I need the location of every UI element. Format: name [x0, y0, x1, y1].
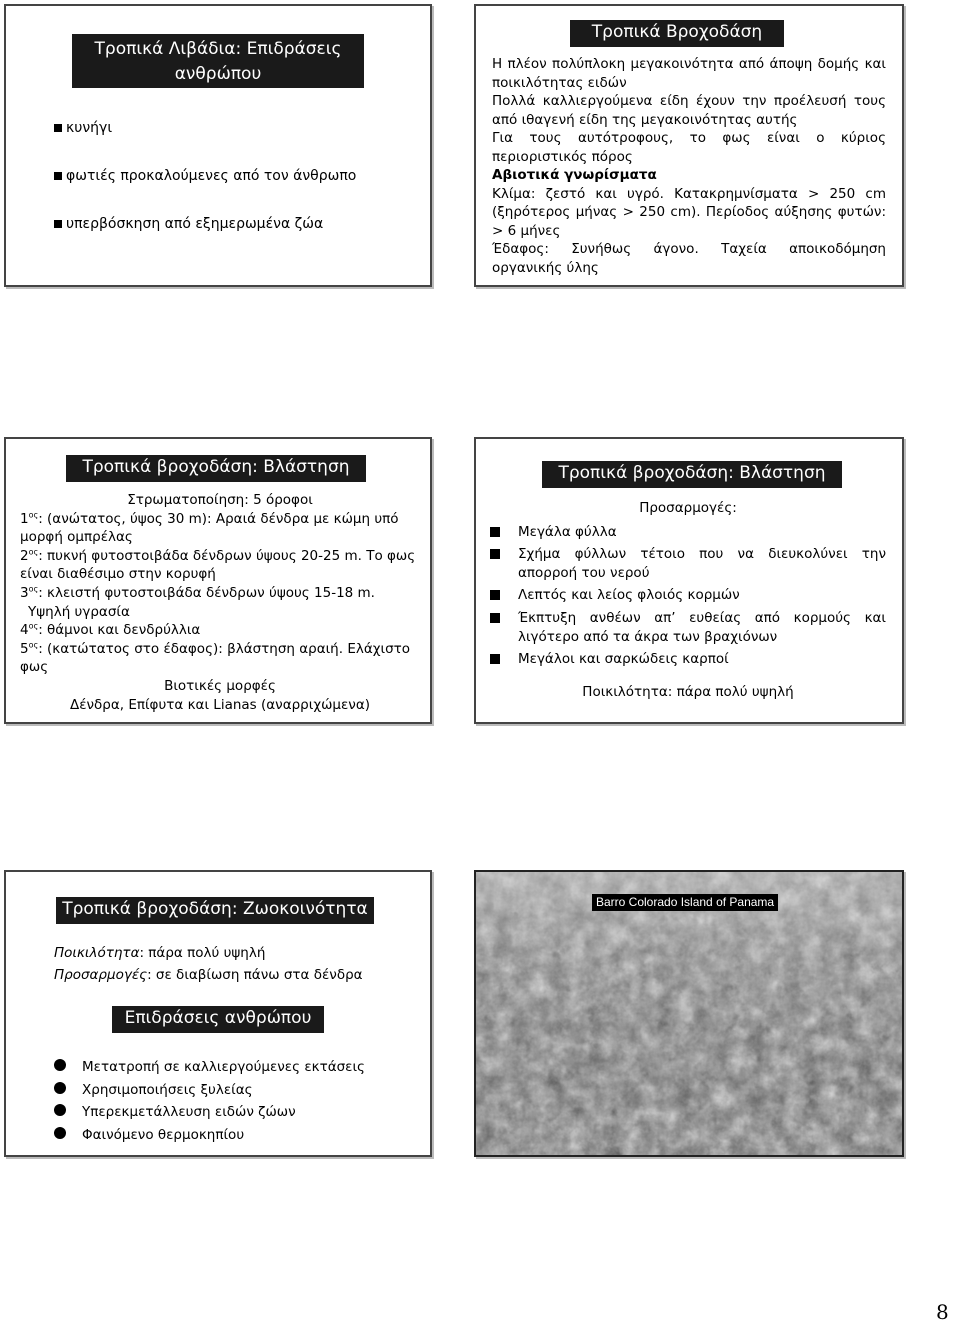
square-bullet-icon: [54, 124, 62, 132]
page-number: 8: [936, 1300, 949, 1324]
paragraph: Η πλέον πολύπλοκη μεγακοινότητα από άποψη δομής και ποικιλότητας ειδών: [492, 56, 886, 91]
list-item: Λεπτός και λείος φλοιός κορμών: [490, 586, 886, 605]
list-item: Σχήμα φύλλων τέτοιο που να διευκολύνει την απορροή του νερού: [490, 545, 886, 582]
list-item: φωτιές προκαλούμενες από τον άνθρωπο: [54, 167, 414, 185]
slide-title: Τροπικά Βροχοδάση: [570, 20, 784, 47]
square-bullet-icon: [490, 527, 500, 537]
round-bullet-icon: [54, 1104, 66, 1116]
diversity-line: Ποικιλότητα: πάρα πολύ υψηλή: [54, 945, 266, 961]
list-item: Έκπτυξη ανθέων απ’ ευθείας από κορμούς και λιγότερο από τα άκρα των βραχιόνων: [490, 609, 886, 646]
paragraph: Πολλά καλλιεργούμενα είδη έχουν την προέλευσή τους από ιθαγενή είδη της μεγακοινότητας αυτής: [492, 93, 886, 128]
list-item: Υπερεκμετάλλευση ειδών ζώων: [54, 1101, 424, 1124]
list-item: κυνήγι: [54, 119, 414, 137]
human-impact-list: [54, 1056, 424, 1147]
slide-body: [492, 55, 886, 277]
forest-canopy-photo: [476, 872, 902, 1155]
round-bullet-icon: [54, 1059, 66, 1071]
list-item: Μεγάλοι και σαρκώδεις καρποί: [490, 650, 886, 669]
slide-rainforest-adaptations: [474, 437, 904, 724]
slide-title: Τροπικά Λιβάδια: Επιδράσεις ανθρώπου: [72, 34, 364, 88]
slide-tropical-rainforests: [474, 4, 904, 287]
paragraph: Κλίμα: ζεστό και υγρό. Κατακρημνίσματα > 250 cm (ξηρότερος μήνας > 250 cm). Περίοδος αύξησης φυτών: > 6 μήνες: [492, 185, 886, 239]
biotic-text: Δένδρα, Επίφυτα και Lianas (αναρριχώμενα): [69, 696, 371, 713]
list-item: Μεγάλα φύλλα: [490, 523, 886, 542]
fauna-text: [54, 942, 424, 986]
subtitle: Προσαρμογές:: [639, 500, 737, 516]
slide-tropical-grasslands: [4, 4, 432, 287]
stratum-2: $2^{o\varsigma}$: πυκνή φυτοστοιβάδα δένδρων ύψους 20-25 m. Το φως είναι διαθέσιμο στην κορυφή: [20, 547, 416, 583]
paragraph: Έδαφος: Συνήθως άγονο. Ταχεία αποικοδόμηση οργανικής ύλης: [492, 241, 886, 276]
list-item: Μετατροπή σε καλλιεργούμενες εκτάσεις: [54, 1056, 424, 1079]
square-bullet-icon: [54, 220, 62, 228]
slide-body: [490, 499, 886, 701]
round-bullet-icon: [54, 1082, 66, 1094]
stratum-5: $5^{o\varsigma}$: (κατώτατος στο έδαφος): βλάστηση αραιή. Ελάχιστο φως: [20, 640, 411, 676]
slide-rainforest-vegetation: [4, 437, 432, 724]
slide-title: Τροπικά βροχοδάση: Ζωοκοινότητα: [56, 897, 374, 924]
square-bullet-icon: [54, 172, 62, 180]
adaptations-list: [490, 523, 886, 669]
section-title: Επιδράσεις ανθρώπου: [112, 1006, 324, 1033]
impact-list: [54, 119, 414, 233]
square-bullet-icon: [490, 590, 500, 600]
round-bullet-icon: [54, 1127, 66, 1139]
section-heading: Αβιοτικά γνωρίσματα: [492, 167, 657, 183]
diversity-note: Ποικιλότητα: πάρα πολύ υψηλή: [582, 683, 794, 700]
paragraph: Για τους αυτότροφους, το φως είναι ο κύριος περιοριστικός πόρος: [492, 130, 886, 165]
stratum-1: $1^{o\varsigma}$: (ανώτατος, ύψος 30 m): Αραιά δένδρα με κώμη υπό μορφή ομπρέλας: [20, 510, 399, 546]
adaptations-line: Προσαρμογές: σε διαβίωση πάνω στα δένδρα: [54, 967, 363, 983]
photo-caption: Barro Colorado Island of Panama: [592, 894, 778, 911]
stratum-4: $4^{o\varsigma}$: θάμνοι και δενδρύλλια: [20, 621, 201, 639]
slide-forest-photo: [474, 870, 904, 1157]
slide-rainforest-fauna: [4, 870, 432, 1157]
list-item: Χρησιμοποιήσεις ξυλείας: [54, 1079, 424, 1102]
slide-body: [20, 491, 420, 714]
slide-title: Τροπικά βροχοδάση: Βλάστηση: [542, 461, 842, 488]
biotic-heading: Βιοτικές μορφές: [164, 677, 276, 694]
square-bullet-icon: [490, 654, 500, 664]
subtitle: Στρωματοποίηση: 5 όροφοι: [127, 492, 313, 508]
list-item: Φαινόμενο θερμοκηπίου: [54, 1124, 424, 1147]
stratum-3-note: Υψηλή υγρασία: [28, 603, 130, 620]
square-bullet-icon: [490, 613, 500, 623]
slide-title: Τροπικά βροχοδάση: Βλάστηση: [66, 455, 366, 482]
list-item: υπερβόσκηση από εξημερωμένα ζώα: [54, 215, 414, 233]
stratum-3: $3^{o\varsigma}$: κλειστή φυτοστοιβάδα δένδρων ύψους 15-18 m.: [20, 584, 375, 601]
square-bullet-icon: [490, 549, 500, 559]
